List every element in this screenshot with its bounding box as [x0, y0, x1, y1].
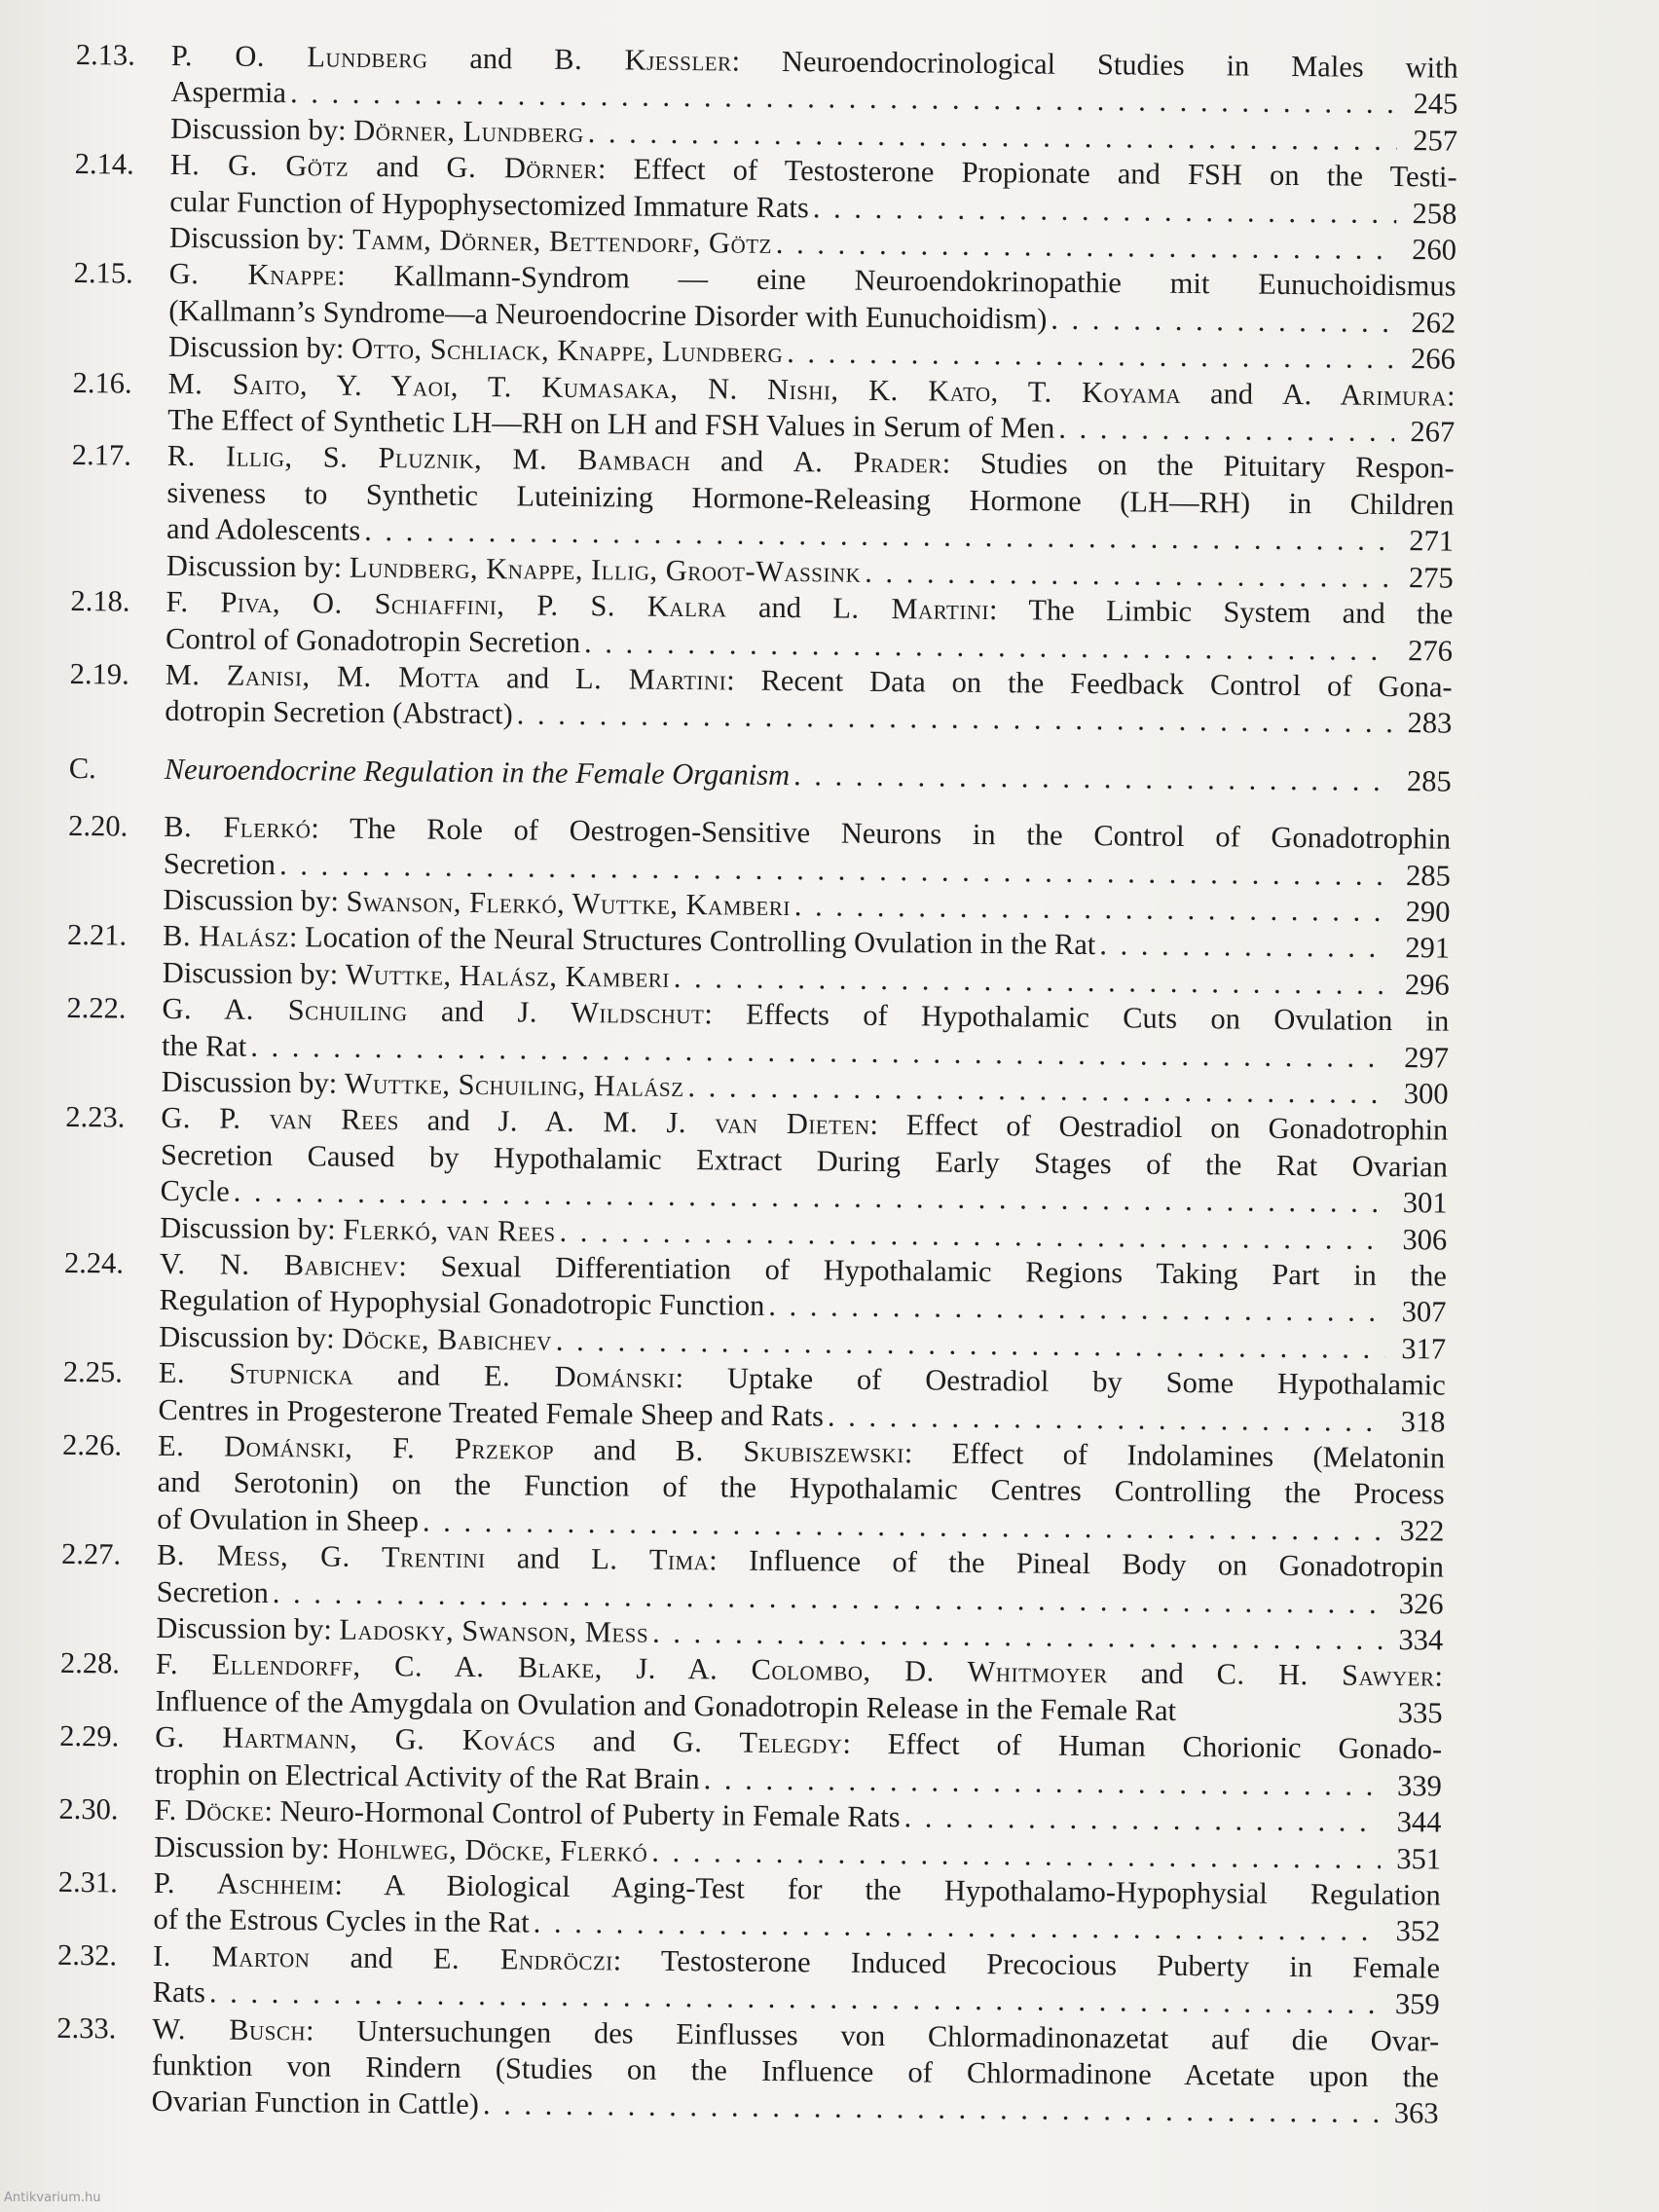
toc-entry[interactable] — [71, 437, 1455, 596]
page-number: 351 — [1396, 1841, 1442, 1876]
page-number: 363 — [1393, 2096, 1439, 2130]
discussion-label: Discussion by: — [168, 220, 353, 256]
entry-number: 2.18. — [70, 584, 130, 618]
entry-text — [153, 1974, 206, 2011]
entry-title: Control of Gonadotropin Secretion — [165, 621, 581, 659]
entry-text — [157, 1501, 419, 1540]
author-names: G. Knappe — [168, 257, 338, 293]
author-names: L. Martini — [832, 591, 990, 627]
entry-title: Rats — [152, 1974, 206, 2009]
leader-dots — [790, 757, 1391, 799]
toc-entry[interactable] — [59, 1645, 1443, 1731]
entry-body — [155, 1719, 1443, 1804]
entry-title: of the Estrous Cycles in the Rat — [153, 1902, 530, 1939]
leader-dots — [1047, 301, 1395, 341]
toc-entry[interactable] — [60, 1536, 1444, 1659]
section-heading[interactable] — [69, 751, 1452, 800]
page-number: 300 — [1403, 1077, 1449, 1111]
author-names: G. Hartmann, G. Kovács — [155, 1720, 557, 1758]
author-names: P. Aschheim — [153, 1865, 335, 1901]
author-names: W. Busch — [152, 2011, 307, 2046]
entry-text — [163, 882, 791, 925]
page-number: 271 — [1409, 524, 1455, 558]
discussion-names: Tamm, Dörner, Bettendorf, Götz — [351, 222, 773, 260]
page-number: 318 — [1400, 1404, 1446, 1439]
entry-title: : Neuro-Hormonal Control of Puberty in Female Rats — [264, 1794, 901, 1834]
entry-text — [165, 752, 791, 794]
author-names: B. Mess, G. Trentini — [156, 1538, 486, 1575]
entry-text: : Effects of Hypothalamic Cuts on Ovulation in — [704, 997, 1450, 1038]
toc-entry[interactable] — [57, 1937, 1441, 2023]
toc-entry[interactable] — [72, 365, 1456, 451]
entry-title: Influence of the Amygdala on Ovulation and Gonadotropin Release in the Female Rat — [155, 1683, 1177, 1727]
page-number: 296 — [1404, 967, 1450, 1002]
entry-body — [162, 991, 1450, 1113]
entry-text: : Testosterone Induced Precocious Puberty in Female — [612, 1943, 1441, 1985]
page-number: 301 — [1402, 1186, 1448, 1220]
discussion-names: Hohlweg, Döcke, Flerkó — [337, 1831, 648, 1868]
entry-text — [166, 620, 580, 660]
entry-text — [159, 1319, 552, 1359]
author-names: G. A. Schuiling — [162, 992, 408, 1028]
discussion-label: Discussion by: — [156, 1610, 340, 1646]
entry-number: 2.26. — [61, 1427, 123, 1462]
entry-text: and — [310, 1940, 434, 1975]
page-number: 245 — [1413, 87, 1458, 122]
discussion-label: Discussion by: — [162, 955, 347, 991]
entry-body — [163, 918, 1451, 1003]
entry-title: Centres in Progesterone Treated Female Sheep and Rats — [158, 1392, 825, 1433]
toc-entry[interactable] — [59, 1718, 1443, 1804]
entry-text: : Sexual Differentiation of Hypothalamic Regions Taking Part in the — [398, 1249, 1448, 1293]
entry-text: and — [555, 1724, 673, 1759]
entry-title: of Ovulation in Sheep — [157, 1501, 420, 1538]
entry-text — [169, 184, 809, 227]
entry-text: and — [352, 1358, 485, 1393]
page-number: 260 — [1412, 233, 1457, 267]
section-letter: C. — [68, 751, 96, 785]
entry-title: and Adolescents — [166, 512, 361, 548]
page-number: 335 — [1397, 1695, 1443, 1730]
discussion-names: Wuttke, Halász, Kamberi — [345, 957, 671, 994]
page-number: 267 — [1410, 415, 1456, 449]
toc-entry[interactable] — [75, 37, 1458, 160]
entry-body — [153, 1865, 1441, 1950]
discussion-label: Discussion by: — [167, 330, 352, 365]
entry-text: funktion von Rindern (Studies on the Influence of Chlormadinone Acetate upon the — [151, 2047, 1440, 2094]
toc-entry[interactable] — [67, 917, 1451, 1003]
entry-text: : Untersuchungen des Einflusses von Chlormadinonazetat auf die Ovar- — [305, 2012, 1440, 2058]
entry-text: : — [1446, 379, 1456, 413]
entry-number: 2.22. — [66, 991, 127, 1025]
entry-text: and — [485, 1541, 592, 1576]
author-names: F. Döcke — [154, 1792, 265, 1828]
entry-text — [170, 111, 584, 151]
toc-entry[interactable] — [61, 1427, 1445, 1550]
entry-title: The Effect of Synthetic LH—RH on LH and FSH Values in Serum of Men — [167, 402, 1055, 445]
discussion-label: Discussion by: — [160, 1210, 344, 1246]
author-names: P. O. Lundberg — [170, 38, 428, 75]
entry-title: (Kallmann’s Syndrome—a Neuroendocrine Disorder with Eunuchoidism) — [168, 293, 1048, 336]
entry-number: 2.13. — [75, 37, 135, 72]
author-names: I. Marton — [152, 1938, 311, 1974]
leader-dots — [1054, 411, 1394, 451]
discussion-names: Ladosky, Swanson, Mess — [339, 1612, 649, 1649]
entry-number: 2.16. — [72, 365, 132, 400]
entry-number: 2.17. — [71, 438, 132, 473]
entry-text — [154, 1828, 648, 1869]
entry-text: and — [398, 1103, 498, 1138]
leader-dots — [791, 888, 1390, 930]
entry-text: : Recent Data on the Feedback Control of Gona- — [726, 663, 1453, 704]
author-names: V. N. Babichev — [159, 1246, 399, 1283]
page-number: 317 — [1401, 1331, 1447, 1366]
entry-text — [162, 1027, 247, 1064]
entry-text: : The Role of Oestrogen-Sensitive Neurons in the Control of Gonadotrophin — [311, 811, 1452, 856]
entry-body — [165, 657, 1453, 742]
discussion-label: Discussion by: — [161, 1064, 345, 1100]
page-number: 339 — [1396, 1768, 1442, 1803]
author-names: F. Ellendorff, C. A. Blake, J. A. Colombo, D. Whitmoyer — [155, 1647, 1108, 1690]
entry-text: : Effect of Human Chorionic Gonado- — [842, 1726, 1443, 1766]
section-title: Neuroendocrine Regulation in the Female Organism — [164, 752, 791, 792]
author-names: H. G. Götz — [169, 148, 350, 183]
entry-body — [158, 1355, 1446, 1440]
entry-text — [160, 1209, 556, 1249]
entry-text — [166, 511, 360, 549]
entry-title: trophin on Electrical Activity of the Rat Brain — [154, 1756, 700, 1795]
leader-dots — [772, 226, 1396, 269]
entry-text — [151, 2083, 479, 2123]
author-names: G. Telegdy — [672, 1725, 843, 1760]
entry-text: and — [407, 994, 518, 1029]
entry-title: the Rat — [161, 1028, 247, 1063]
entry-title: cular Function of Hypophysectomized Immature Rats — [169, 184, 809, 224]
entry-text — [159, 1282, 764, 1324]
toc-entry[interactable] — [64, 1099, 1448, 1258]
entry-text: : Effect of Oestradiol on Gonadotrophin — [869, 1108, 1449, 1147]
page-number: 285 — [1405, 858, 1451, 893]
entry-text — [156, 1610, 648, 1651]
entry-text: : A Biological Aging-Test for the Hypothalamo-Hypophysial Regulation — [334, 1867, 1441, 1912]
entry-title: Ovarian Function in Cattle) — [151, 2084, 480, 2121]
leader-dots — [824, 1398, 1385, 1440]
leader-dots — [861, 554, 1393, 596]
entry-text — [155, 1756, 700, 1798]
entry-body — [170, 38, 1458, 160]
author-names: B. Kjessler — [554, 42, 732, 78]
entry-text: : — [1434, 1659, 1444, 1694]
entry-body — [166, 438, 1455, 596]
leader-dots — [783, 335, 1395, 377]
entry-body — [156, 1537, 1444, 1659]
page-number: 262 — [1411, 306, 1456, 340]
toc-entry[interactable] — [67, 808, 1451, 931]
entry-number: 2.33. — [56, 2010, 117, 2046]
entry-text — [163, 955, 670, 996]
entry-text: and — [479, 660, 576, 695]
entry-text — [170, 74, 286, 112]
discussion-names: Döcke, Babichev — [342, 1321, 553, 1357]
entry-number: 2.14. — [74, 147, 134, 181]
page-number: 344 — [1396, 1805, 1442, 1839]
discussion-names: Swanson, Flerkó, Wuttke, Kamberi — [346, 884, 791, 923]
entry-text — [156, 1574, 269, 1612]
discussion-label: Discussion by: — [159, 1319, 343, 1355]
author-names: E. Stupnicka — [158, 1356, 354, 1392]
entry-text: and — [690, 444, 793, 479]
entry-leader-line — [165, 752, 1452, 800]
entry-title: Secretion — [163, 846, 276, 881]
entry-body — [157, 1428, 1445, 1550]
entry-number: 2.24. — [63, 1245, 125, 1280]
entry-body — [155, 1646, 1443, 1731]
entry-number: 2.23. — [65, 1100, 126, 1134]
toc-entry[interactable] — [74, 146, 1457, 269]
discussion-names: Flerkó, van Rees — [343, 1212, 556, 1248]
entry-number: 2.25. — [62, 1355, 123, 1389]
entry-text — [169, 220, 772, 262]
toc-entry[interactable] — [62, 1354, 1446, 1440]
entry-text: Secretion Caused by Hypothalamic Extract During Early Stages of the Rat Ovarian — [160, 1137, 1449, 1184]
entry-body — [154, 1792, 1442, 1877]
author-names: G. P. van Rees — [161, 1101, 400, 1137]
leader-dots — [1095, 927, 1389, 966]
page-number: 257 — [1413, 124, 1458, 158]
author-names: G. Dörner — [446, 150, 599, 186]
author-names: A. Prader — [793, 445, 942, 481]
leader-dots — [809, 190, 1397, 232]
page-number: 322 — [1399, 1513, 1445, 1548]
discussion-names: Otto, Schliack, Knappe, Lundberg — [350, 331, 784, 370]
toc-entry[interactable] — [63, 1245, 1447, 1368]
entry-number: 2.19. — [69, 656, 129, 691]
author-names: R. Illig, S. Pluznik, M. Bambach — [166, 439, 691, 478]
entry-number: 2.27. — [60, 1537, 122, 1571]
entry-body — [153, 1938, 1441, 2023]
entry-text — [158, 1392, 824, 1435]
page-number: 352 — [1395, 1914, 1441, 1948]
watermark-text: Antikvarium.hu — [4, 2191, 101, 2205]
entry-number: 2.31. — [57, 1864, 118, 1899]
author-names: J. A. M. J. van Dieten — [498, 1104, 870, 1142]
discussion-names: Lundberg, Knappe, Illig, Groot-Wassink — [349, 550, 862, 589]
entry-number: 2.15. — [73, 256, 133, 291]
leader-dots — [479, 2086, 1379, 2131]
page-number: 275 — [1408, 560, 1454, 595]
toc-entry[interactable] — [69, 656, 1453, 742]
author-names: B. Halász — [162, 919, 290, 954]
discussion-label: Discussion by: — [154, 1829, 338, 1865]
entry-body — [159, 1246, 1447, 1368]
entry-number: 2.29. — [59, 1719, 120, 1753]
toc-entry[interactable] — [55, 2009, 1439, 2132]
entry-text: and — [726, 590, 833, 625]
entry-body — [167, 366, 1456, 451]
author-names: L. Martini — [574, 661, 727, 697]
toc-entry[interactable] — [73, 255, 1456, 378]
discussion-label: Discussion by: — [166, 548, 350, 584]
toc-entry[interactable] — [70, 583, 1454, 669]
entry-text: and Serotonin) on the Function of the Hypothalamic Centres Controlling the Process — [157, 1465, 1445, 1511]
page-number: 276 — [1408, 633, 1454, 668]
entry-text: : Effect of Indolamines (Melatonin — [903, 1436, 1446, 1475]
entry-text: : The Limbic System and the — [988, 593, 1454, 631]
entry-text: and — [427, 41, 555, 76]
entry-body — [169, 147, 1457, 269]
author-names: J. Wildschut — [517, 995, 705, 1031]
leader-dots — [513, 697, 1392, 742]
entry-number: 2.20. — [68, 809, 129, 843]
page-number: 307 — [1401, 1295, 1447, 1329]
author-names: B. Skubiszewski — [675, 1434, 904, 1470]
page-number: 291 — [1405, 931, 1451, 965]
entry-text — [153, 1901, 530, 1941]
entry-text: and — [1180, 376, 1283, 411]
entry-body — [165, 752, 1452, 800]
author-names: L. Tima — [591, 1542, 710, 1577]
author-names: F. Piva, O. Schiaffini, P. S. Kalra — [166, 585, 727, 624]
entry-title: : Location of the Neural Structures Controlling Ovulation in the Rat — [288, 920, 1096, 962]
entry-text — [168, 329, 784, 371]
entry-body — [151, 2010, 1439, 2132]
entry-text: : Studies on the Pituitary Respon- — [941, 447, 1455, 486]
entry-title: Aspermia — [170, 75, 287, 110]
page-number: 334 — [1398, 1623, 1444, 1657]
discussion-names: Wuttke, Schuiling, Halász — [344, 1066, 684, 1104]
entry-text: : Influence of the Pineal Body on Gonadotropin — [709, 1543, 1445, 1584]
entry-text: : Neuroendocrinological Studies in Males with — [731, 44, 1458, 85]
entry-number: 2.32. — [56, 1937, 118, 1972]
leader-dots — [900, 1799, 1381, 1840]
entry-text: siveness to Synthetic Luteinizing Hormone-Releasing Hormone (LH—RH) in Children — [166, 475, 1455, 522]
table-of-contents — [55, 37, 1457, 2132]
author-names: B. Flerkó — [164, 810, 312, 845]
entry-text: : Kallmann-Syndrom — eine Neuroendokrinopathie mit Eunuchoidismus — [337, 259, 1456, 304]
entry-title: Regulation of Hypophysial Gonadotropic Function — [159, 1283, 765, 1323]
toc-entry[interactable] — [57, 1864, 1441, 1950]
author-names: C. H. Sawyer — [1216, 1657, 1435, 1693]
entry-body — [160, 1100, 1448, 1258]
entry-text: and — [553, 1432, 676, 1468]
entry-number: 2.30. — [58, 1792, 119, 1826]
page-number: 285 — [1406, 763, 1452, 798]
discussion-label: Discussion by: — [169, 111, 354, 147]
discussion-names: Dörner, Lundberg — [353, 113, 584, 149]
page-number: 359 — [1394, 1987, 1440, 2021]
entry-number: 2.28. — [59, 1646, 121, 1680]
entry-text: : Uptake of Oestradiol by Some Hypothalamic — [675, 1361, 1446, 1402]
entry-body — [168, 256, 1456, 378]
discussion-label: Discussion by: — [163, 882, 347, 918]
entry-text — [160, 1173, 230, 1210]
entry-text: and — [349, 149, 447, 184]
toc-entry[interactable] — [58, 1791, 1442, 1877]
page-number: 297 — [1404, 1040, 1450, 1075]
entry-text: : Effect of Testosterone Propionate and FSH on the Testi- — [597, 152, 1457, 194]
leader-dots — [764, 1288, 1386, 1331]
page-number: 258 — [1412, 196, 1457, 231]
page-number: 306 — [1402, 1222, 1448, 1257]
page-number: 326 — [1398, 1586, 1444, 1621]
author-names: M. Saito, Y. Yaoi, T. Kumasaka, N. Nishi, K. Kato, T. Koyama — [167, 366, 1182, 410]
entry-title: Secretion — [156, 1574, 270, 1609]
author-names: M. Zanisi, M. Motta — [165, 657, 481, 694]
author-names: E. Dománski, F. Przekop — [157, 1428, 555, 1466]
author-names: A. Arimura — [1281, 377, 1448, 413]
entry-text — [162, 1064, 684, 1106]
entry-text: and — [1107, 1656, 1217, 1691]
entry-body — [166, 584, 1454, 669]
page-number: 266 — [1410, 342, 1456, 376]
entry-body — [163, 809, 1451, 931]
page-number: 283 — [1407, 706, 1453, 740]
toc-entry[interactable] — [66, 990, 1450, 1113]
page-number: 290 — [1405, 895, 1451, 929]
entry-text — [164, 845, 276, 883]
entry-text — [165, 693, 513, 733]
author-names: E. Dománski — [483, 1359, 676, 1395]
entry-number: 2.21. — [66, 918, 128, 952]
author-names: E. Endröczi — [432, 1941, 613, 1977]
entry-title: Cycle — [160, 1174, 230, 1208]
entry-title: dotropin Secretion (Abstract) — [165, 694, 513, 731]
